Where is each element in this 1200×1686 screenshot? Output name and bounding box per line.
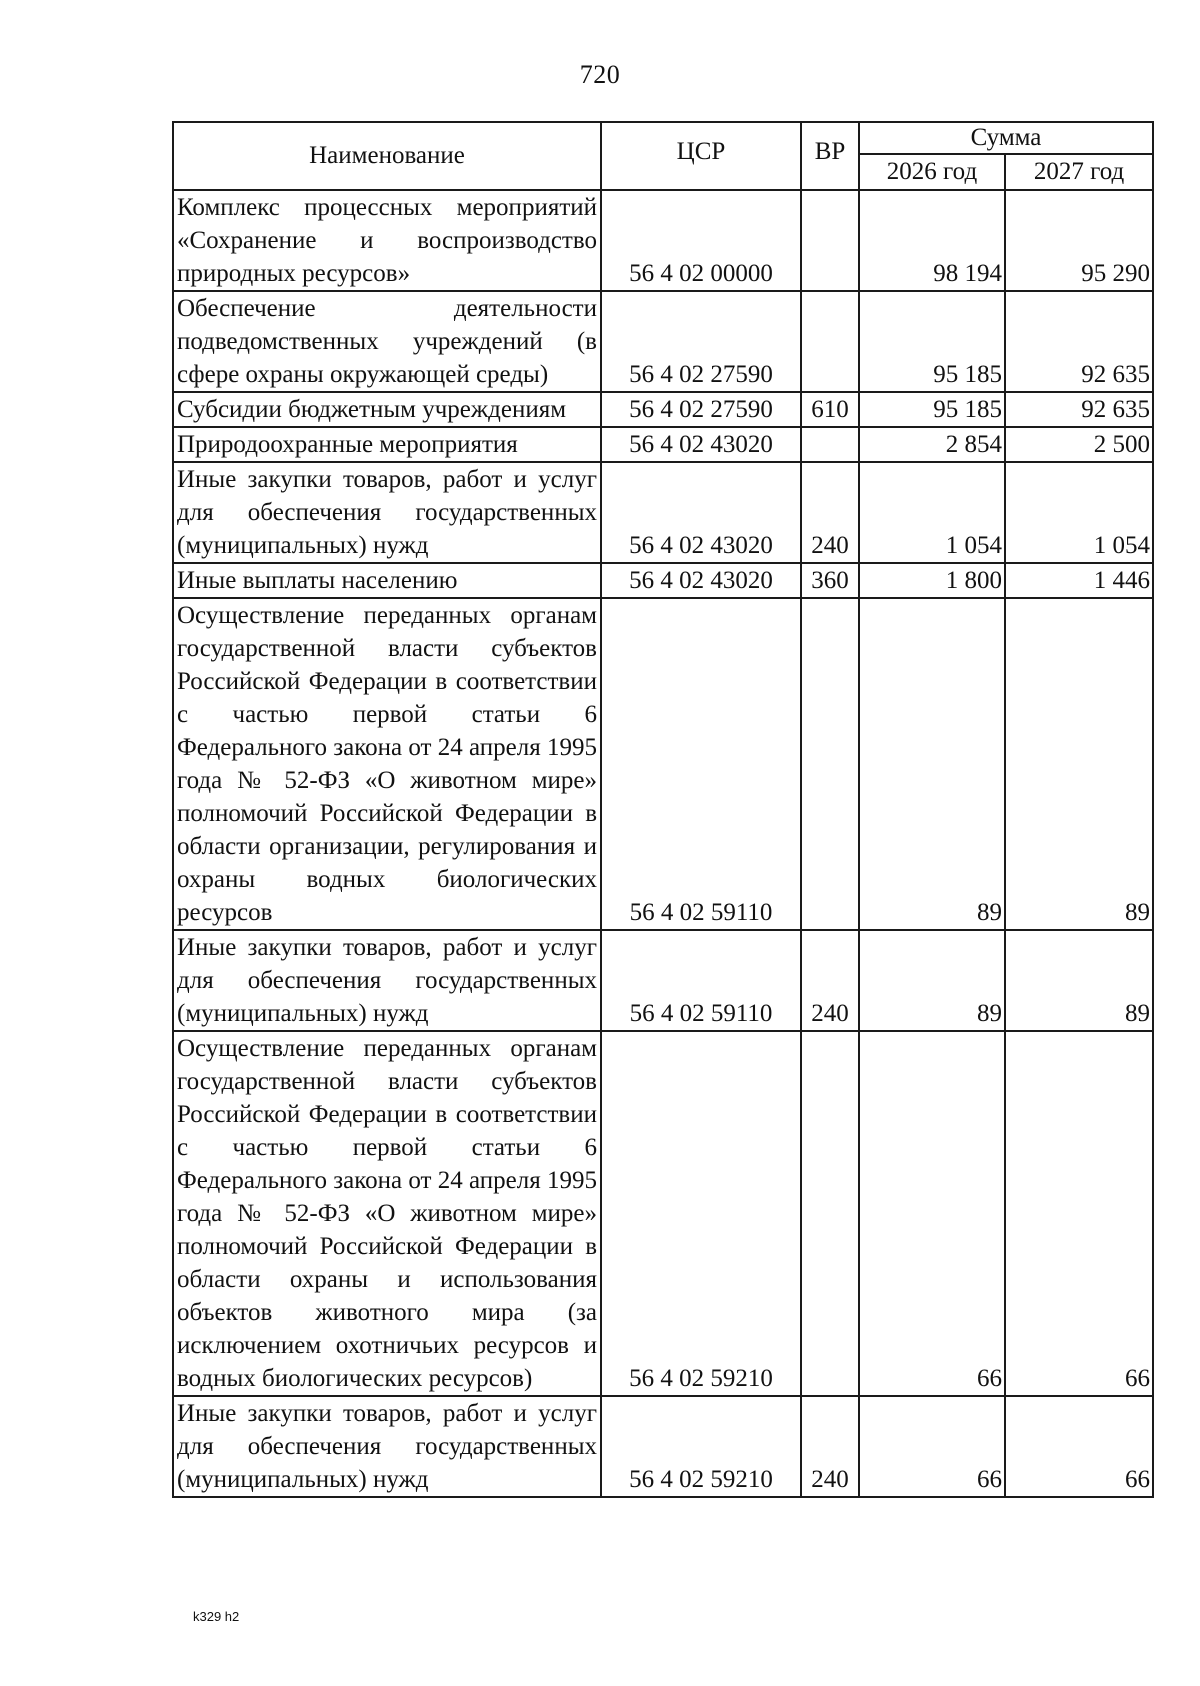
row-csr: 56 4 02 00000 [601,190,801,291]
row-csr: 56 4 02 43020 [601,462,801,563]
row-sum-2026: 66 [859,1396,1005,1497]
row-vr: 610 [801,392,859,427]
row-sum-2027: 66 [1005,1396,1153,1497]
row-name: Иные закупки товаров, работ и услуг для обеспечения государственных (муниципальных) нужд [173,462,601,563]
table-row [173,1396,1153,1497]
row-vr [801,1031,859,1396]
row-csr: 56 4 02 27590 [601,291,801,392]
table-row [173,598,1153,930]
table-row [173,392,1153,427]
header-year-2026: 2026 год [859,154,1005,190]
table-row [173,190,1153,291]
row-sum-2027: 1 446 [1005,563,1153,598]
row-sum-2026: 95 185 [859,392,1005,427]
row-name: Субсидии бюджетным учреждениям [173,392,601,427]
row-csr: 56 4 02 59110 [601,930,801,1031]
table-header-row [173,122,1153,154]
row-vr [801,427,859,462]
row-name: Осуществление переданных органам государственной власти субъектов Российской Федерации в соответствии с частью первой статьи 6 Федерального закона от 24 апреля 1995 года № 52-ФЗ «О животном мире» полномочий Российской Федерации в области охраны и использования объектов животного мира (за исключением охотничьих ресурсов и водных биологических ресурсов) [173,1031,601,1396]
row-sum-2027: 89 [1005,930,1153,1031]
row-sum-2027: 92 635 [1005,392,1153,427]
row-vr: 240 [801,1396,859,1497]
row-csr: 56 4 02 43020 [601,563,801,598]
row-csr: 56 4 02 59210 [601,1396,801,1497]
row-sum-2027: 1 054 [1005,462,1153,563]
header-sum: Сумма [859,122,1153,154]
row-vr [801,291,859,392]
row-sum-2027: 66 [1005,1031,1153,1396]
row-csr: 56 4 02 27590 [601,392,801,427]
table-row [173,563,1153,598]
row-sum-2027: 2 500 [1005,427,1153,462]
row-vr [801,598,859,930]
row-sum-2026: 89 [859,930,1005,1031]
row-sum-2027: 92 635 [1005,291,1153,392]
row-vr: 240 [801,930,859,1031]
table-row [173,1031,1153,1396]
row-sum-2026: 1 800 [859,563,1005,598]
row-sum-2027: 89 [1005,598,1153,930]
table-row [173,291,1153,392]
row-name: Иные выплаты населению [173,563,601,598]
row-name: Комплекс процессных мероприятий «Сохранение и воспроизводство природных ресурсов» [173,190,601,291]
row-name: Обеспечение деятельности подведомственных учреждений (в сфере охраны окружающей среды) [173,291,601,392]
table-row [173,930,1153,1031]
table-row [173,427,1153,462]
page-number: 720 [579,60,621,89]
row-name: Природоохранные мероприятия [173,427,601,462]
row-vr [801,190,859,291]
header-vr: ВР [801,122,859,190]
row-sum-2026: 98 194 [859,190,1005,291]
header-name: Наименование [173,122,601,190]
footer-code: k329 h2 [193,1609,240,1624]
row-vr: 360 [801,563,859,598]
row-sum-2026: 95 185 [859,291,1005,392]
header-year-2027: 2027 год [1005,154,1153,190]
row-sum-2027: 95 290 [1005,190,1153,291]
row-name: Иные закупки товаров, работ и услуг для обеспечения государственных (муниципальных) нужд [173,1396,601,1497]
row-sum-2026: 1 054 [859,462,1005,563]
table-body [173,190,1153,1497]
row-name: Иные закупки товаров, работ и услуг для обеспечения государственных (муниципальных) нужд [173,930,601,1031]
row-csr: 56 4 02 59210 [601,1031,801,1396]
header-csr: ЦСР [601,122,801,190]
budget-table [172,121,1154,1498]
row-sum-2026: 2 854 [859,427,1005,462]
row-sum-2026: 89 [859,598,1005,930]
row-csr: 56 4 02 59110 [601,598,801,930]
table-row [173,462,1153,563]
row-csr: 56 4 02 43020 [601,427,801,462]
row-name: Осуществление переданных органам государственной власти субъектов Российской Федерации в соответствии с частью первой статьи 6 Федерального закона от 24 апреля 1995 года № 52-ФЗ «О животном мире» полномочий Российской Федерации в области организации, регулирования и охраны водных биологических ресурсов [173,598,601,930]
row-sum-2026: 66 [859,1031,1005,1396]
row-vr: 240 [801,462,859,563]
